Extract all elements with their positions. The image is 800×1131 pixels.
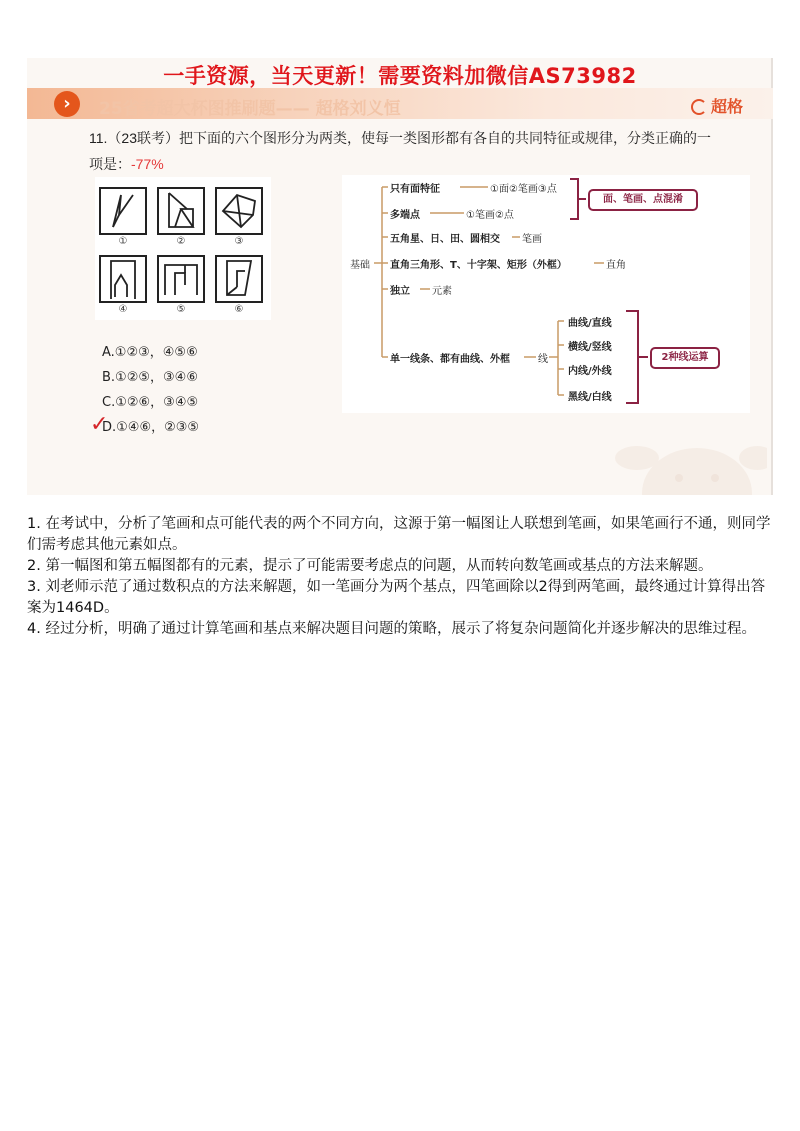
question-text: 11.（23联考）把下面的六个图形分为两类，使每一类图形都有各自的共同特征或规律，分类正确的一: [89, 130, 711, 146]
slide-edge: [771, 58, 773, 495]
mindmap-branch2-detail: ①笔画②点: [466, 210, 514, 221]
option-b: B.①②⑤，③④⑥: [102, 370, 198, 385]
option-c: C.①②⑥，③④⑤: [102, 395, 199, 410]
mindmap-branch6-title: 单一线条、都有曲线、外框: [390, 354, 510, 365]
slide-header-title: 25省考超大杯图推刷题—— 超格刘义恒: [99, 99, 401, 119]
mindmap-branch3-detail: 笔画: [522, 234, 542, 245]
mindmap-box-confusion: 面、笔画、点混淆: [588, 189, 698, 211]
checkmark-icon: ✓: [90, 412, 109, 437]
figure-2-label: ②: [176, 236, 186, 247]
mindmap-branch6-detail: 线: [538, 354, 548, 365]
mindmap-branch2-title: 多端点: [390, 210, 420, 221]
promo-banner: 一手资源，当天更新！需要资料加微信AS73982: [163, 64, 637, 88]
mindmap-branch5-detail: 元素: [432, 286, 452, 297]
mindmap-sub-item: 内线/外线: [568, 366, 612, 377]
mindmap-branch1-title: 只有面特征: [390, 184, 440, 195]
mascot-watermark: [567, 398, 767, 495]
mindmap-branch1-detail: ①面②笔画③点: [490, 184, 557, 195]
mindmap-branch5-title: 独立: [390, 286, 410, 297]
lecture-notes: [27, 514, 772, 640]
mindmap-branch4-title: 直角三角形、T、十字架、矩形（外框）: [390, 260, 567, 271]
figure-1: [99, 187, 147, 235]
note-item: 4. 经过分析，明确了通过计算笔画和基点来解决题目问题的策略，展示了将复杂问题简化并逐步解决的思维过程。: [27, 621, 756, 637]
question-line2: [89, 154, 164, 174]
mindmap-branch4-detail: 直角: [606, 260, 626, 271]
option-d: D.①④⑥，②③⑤: [102, 420, 200, 435]
chevron-right-icon: ›: [54, 91, 80, 117]
mindmap-root: 基础: [350, 260, 370, 271]
figure-5-label: ⑤: [176, 304, 186, 315]
figure-panel: [95, 177, 271, 320]
figure-6-label: ⑥: [234, 304, 244, 315]
question-error-rate: -77%: [131, 156, 164, 172]
figure-3: [215, 187, 263, 235]
figure-6: [215, 255, 263, 303]
brand-g-icon: [691, 99, 707, 115]
note-item: 1. 在考试中，分析了笔画和点可能代表的两个不同方向，这源于第一幅图让人联想到笔画，如果笔画行不通，则同学们需考虑其他元素如点。: [27, 516, 771, 553]
mindmap-box-line-ops: 2种线运算: [650, 347, 720, 369]
brand-name: 超格: [710, 97, 743, 116]
figure-2: [157, 187, 205, 235]
option-a: A.①②③，④⑤⑥: [102, 345, 198, 360]
figure-4: [99, 255, 147, 303]
mindmap-diagram: [342, 175, 750, 413]
note-item: 2. 第一幅图和第五幅图都有的元素，提示了可能需要考虑点的问题，从而转向数笔画或基点的方法来解题。: [27, 558, 713, 574]
mindmap-sub-item: 曲线/直线: [568, 318, 612, 329]
lecture-slide: [27, 58, 773, 495]
figure-5: [157, 255, 205, 303]
mindmap-sub-item: 黑线/白线: [568, 392, 612, 403]
slide-header-bar: [27, 88, 773, 119]
figure-3-label: ③: [234, 236, 244, 247]
mindmap-sub-item: 横线/竖线: [568, 342, 612, 353]
mindmap-branch3-title: 五角星、日、田、圆相交: [390, 234, 500, 245]
figure-1-label: ①: [118, 236, 128, 247]
question-line2-prefix: 项是：: [89, 156, 131, 172]
brand-logo: [691, 94, 743, 117]
note-item: 3. 刘老师示范了通过数积点的方法来解题，如一笔画分为两个基点，四笔画除以2得到两笔画，最终通过计算得出答案为1464D。: [27, 579, 766, 616]
figure-4-label: ④: [118, 304, 128, 315]
